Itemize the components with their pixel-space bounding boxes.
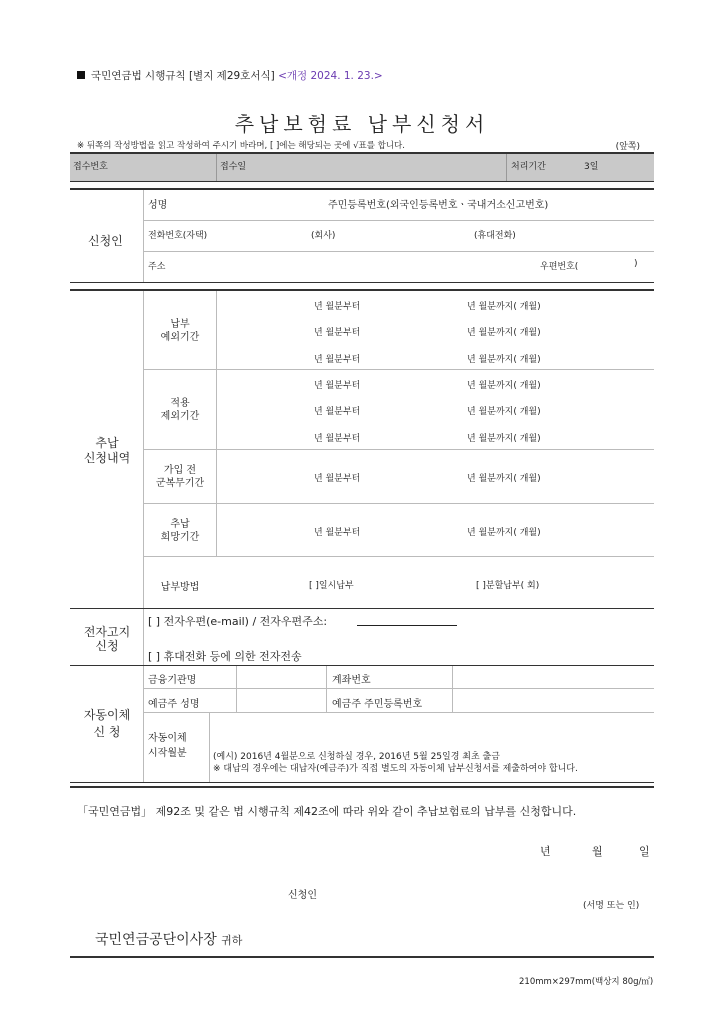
- rrn-label[interactable]: 주민등록번호(외국인등록번호ㆍ국내거소신고번호): [328, 200, 549, 211]
- application-statement: 「국민연금법」 제92조 및 같은 법 시행규칙 제42조에 따라 위와 같이 추납보험료의 납부를 신청합니다.: [77, 805, 577, 818]
- date-month[interactable]: 월: [592, 845, 603, 858]
- bank-name-label[interactable]: 금융기관명: [148, 675, 197, 686]
- recipient-line: 국민연금공단이사장 귀하: [95, 932, 243, 948]
- email-option[interactable]: [ ] 전자우편(e-mail) / 전자우편주소:: [148, 615, 328, 628]
- name-label[interactable]: 성명: [148, 200, 168, 211]
- receipt-date-label: 접수일: [220, 162, 247, 172]
- page-side-label: (앞쪽): [615, 142, 640, 152]
- exclusion-period-label: 적용 제외기간: [160, 398, 200, 422]
- period-to-row[interactable]: 년 월분까지( 개월): [467, 528, 541, 538]
- period-from-row[interactable]: 년 월분부터: [314, 434, 361, 444]
- paper-size-note: 210mm×297mm(백상지 80g/㎡): [519, 977, 654, 987]
- date-year[interactable]: 년: [540, 845, 551, 858]
- email-address-field[interactable]: [357, 625, 457, 626]
- lump-sum-checkbox[interactable]: [ ]일시납부: [309, 581, 354, 591]
- processing-period-label: 처리기간: [511, 162, 546, 172]
- receipt-number-label: 접수번호: [73, 162, 108, 172]
- period-from-row[interactable]: 년 월분부터: [314, 528, 361, 538]
- period-to-row[interactable]: 년 월분까지( 개월): [467, 355, 541, 365]
- holder-rrn-label[interactable]: 예금주 주민등록번호: [332, 699, 423, 710]
- period-to-row[interactable]: 년 월분까지( 개월): [467, 407, 541, 417]
- regulation-text: 국민연금법 시행규칙 [별지 제29호서식]: [91, 70, 275, 82]
- proxy-payment-note: ※ 대납의 경우에는 대납자(예금주)가 직접 별도의 자동이체 납부신청서를 제출하여야 합니다.: [213, 764, 578, 774]
- period-from-row[interactable]: 년 월분부터: [314, 355, 361, 365]
- phone-office-label[interactable]: (회사): [311, 231, 336, 241]
- account-holder-label[interactable]: 예금주 성명: [148, 699, 200, 710]
- signer-label: 신청인: [288, 890, 317, 901]
- period-to-row[interactable]: 년 월분까지( 개월): [467, 381, 541, 391]
- auto-transfer-section-label: 자동이체 신 청: [83, 708, 131, 739]
- receipt-bar: [70, 154, 654, 181]
- details-section-label: 추납 신청내역: [83, 436, 131, 465]
- form-title: 추납보험료 납부신청서: [234, 112, 490, 136]
- period-to-row[interactable]: 년 월분까지( 개월): [467, 302, 541, 312]
- address-label[interactable]: 주소: [148, 262, 166, 272]
- transfer-start-label: 자동이체 시작월분: [148, 733, 187, 759]
- signature-field[interactable]: (서명 또는 인): [583, 901, 640, 911]
- applicant-section-label: 신청인: [88, 234, 123, 248]
- period-from-row[interactable]: 년 월분부터: [314, 381, 361, 391]
- installment-checkbox[interactable]: [ ]분할납부( 회): [476, 581, 540, 591]
- mobile-option[interactable]: [ ] 휴대전화 등에 의한 전자전송: [148, 650, 302, 663]
- period-to-row[interactable]: 년 월분까지( 개월): [467, 434, 541, 444]
- form-reference: [77, 68, 383, 83]
- date-day[interactable]: 일: [639, 845, 650, 858]
- transfer-example-text: (예시) 2016년 4월분으로 신청하실 경우, 2016년 5월 25일경 최초 출금: [213, 752, 500, 762]
- postal-code-close: ): [634, 259, 638, 269]
- processing-period-value: 3일: [584, 162, 599, 172]
- exception-period-label: 납부 예외기간: [160, 319, 200, 343]
- military-period-label: 가입 전 군복무기간: [155, 465, 205, 489]
- phone-home-label[interactable]: 전화번호(자택): [148, 231, 208, 241]
- postal-code-label[interactable]: 우편번호(: [540, 262, 579, 272]
- period-from-row[interactable]: 년 월분부터: [314, 407, 361, 417]
- period-from-row[interactable]: 년 월분부터: [314, 302, 361, 312]
- instruction-note: ※ 뒤쪽의 작성방법을 읽고 작성하여 주시기 바라며, [ ]에는 해당되는 곳에 √표를 합니다.: [77, 141, 405, 151]
- square-bullet-icon: [77, 71, 85, 79]
- period-to-row[interactable]: 년 월분까지( 개월): [467, 474, 541, 484]
- revision-text: <개정 2024. 1. 23.>: [278, 70, 383, 82]
- desired-period-label: 추납 희망기간: [160, 519, 200, 543]
- payment-method-label: 납부방법: [160, 582, 200, 593]
- e-notice-section-label: 전자고지 신청: [83, 625, 131, 653]
- phone-mobile-label[interactable]: (휴대전화): [474, 231, 516, 241]
- period-to-row[interactable]: 년 월분까지( 개월): [467, 328, 541, 338]
- period-from-row[interactable]: 년 월분부터: [314, 474, 361, 484]
- account-number-label[interactable]: 계좌번호: [332, 675, 371, 686]
- period-from-row[interactable]: 년 월분부터: [314, 328, 361, 338]
